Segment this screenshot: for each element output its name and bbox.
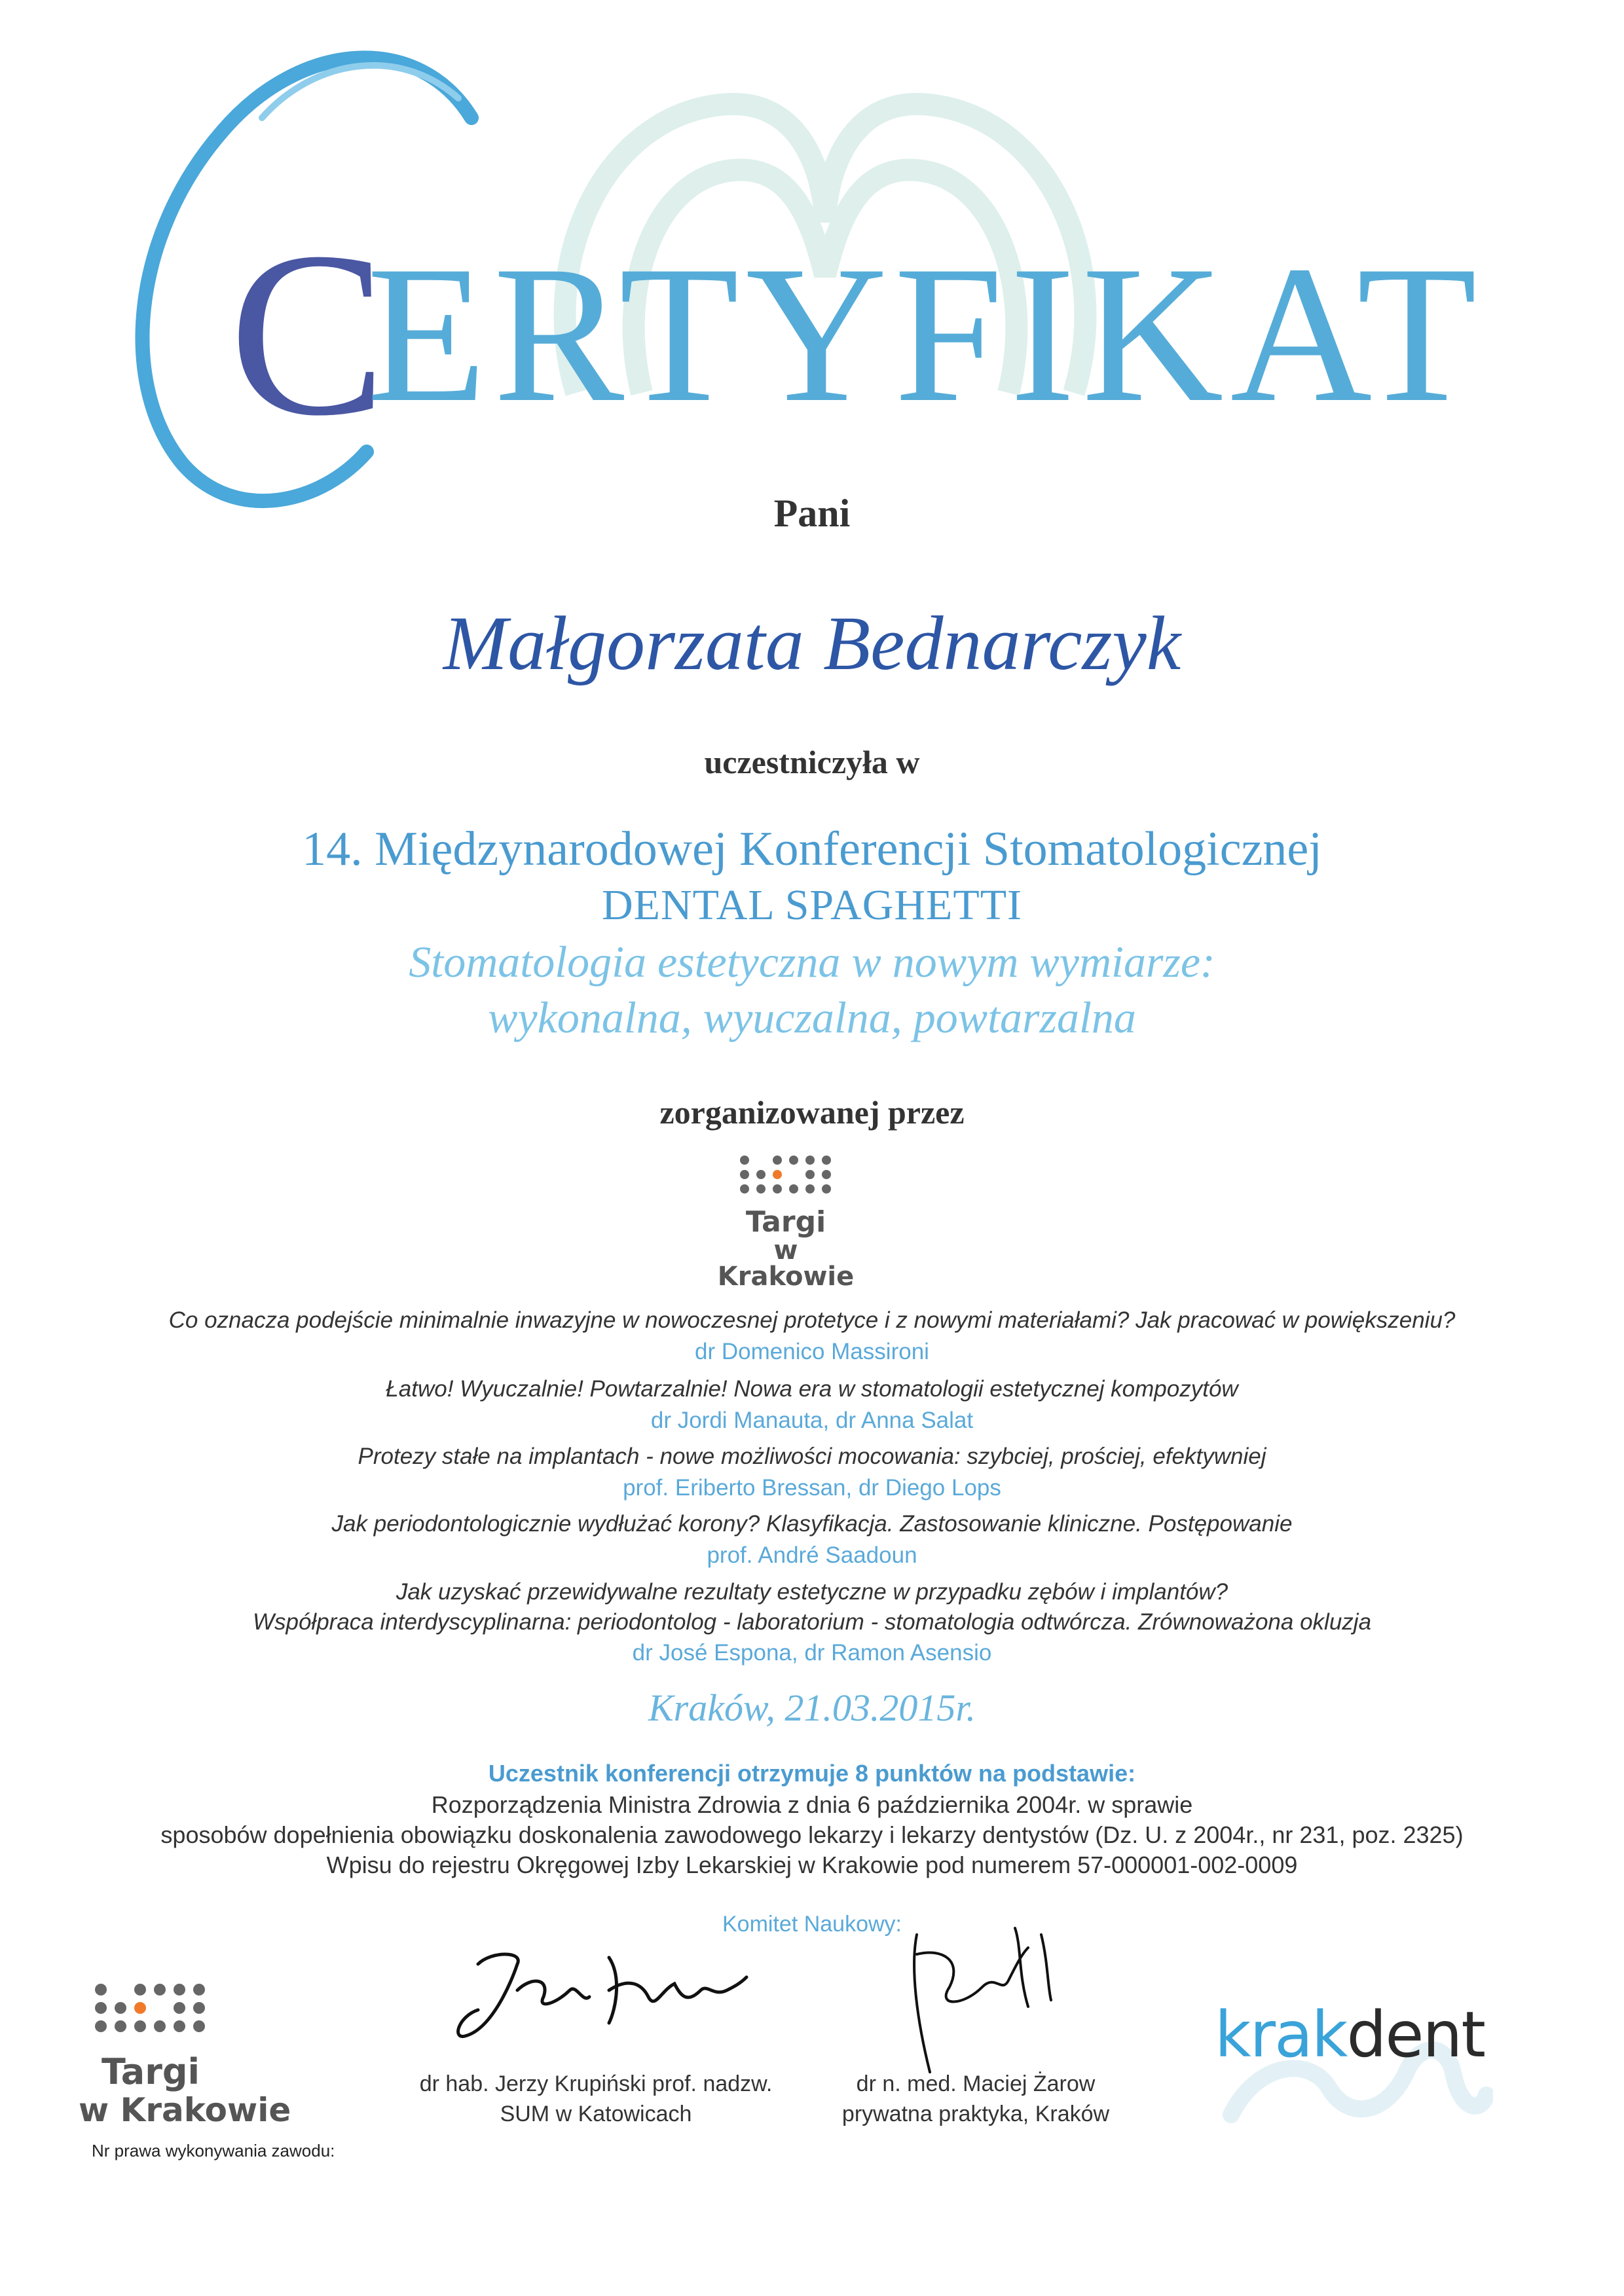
recipient-name: Małgorzata Bednarczyk xyxy=(443,600,1181,686)
license-number-label: Nr prawa wykonywania zawodu: xyxy=(92,2141,335,2160)
footer-logo-line2: w Krakowie xyxy=(79,2091,291,2129)
points-basis-line: Rozporządzenia Ministra Zdrowia z dnia 6 października 2004r. w sprawie xyxy=(431,1791,1193,1818)
signatory-name: dr hab. Jerzy Krupiński prof. nadzw. xyxy=(419,2071,773,2096)
organizer-logo-line1: Targi xyxy=(745,1205,826,1239)
lecture-author: dr José Espona, dr Ramon Asensio xyxy=(632,1640,992,1666)
lecture-author: prof. André Saadoun xyxy=(707,1542,917,1568)
committee-label: Komitet Naukowy: xyxy=(722,1912,902,1937)
lecture-title-cont: Współpraca interdyscyplinarna: periodontolog - laboratorium - stomatologia odtwórcza. Zrównoważona okluzja xyxy=(252,1609,1372,1635)
signatory-affiliation: SUM w Katowicach xyxy=(500,2102,692,2126)
points-heading: Uczestnik konferencji otrzymuje 8 punktów na podstawie: xyxy=(488,1760,1136,1787)
organizer-logo xyxy=(717,1156,884,1292)
signature-krupinski xyxy=(452,1938,766,2056)
signatory-name: dr n. med. Maciej Żarow xyxy=(856,2071,1096,2096)
salutation: Pani xyxy=(773,492,851,535)
footer-organizer-logo xyxy=(79,1984,301,2141)
signatory-2 xyxy=(792,2069,1159,2129)
logo-dots-icon xyxy=(740,1156,884,1195)
title-initial: C xyxy=(229,203,387,464)
lecture-title: Jak uzyskać przewidywalne rezultaty estetyczne w przypadku zębów i implantów? xyxy=(396,1579,1228,1605)
event-subtitle: Stomatologia estetyczna w nowym wymiarze: xyxy=(409,937,1215,987)
certificate-title: ERTYFIKAT xyxy=(367,225,1484,443)
logo-dots-icon xyxy=(95,1984,200,2036)
event-brand: DENTAL SPAGHETTI xyxy=(602,881,1022,929)
organized-by: zorganizowanej przez xyxy=(659,1094,965,1131)
lecture-title: Jak periodontologicznie wydłużać korony? Klasyfikacja. Zastosowanie kliniczne. Postępowanie xyxy=(331,1511,1293,1537)
lecture-title: Łatwo! Wyuczalnie! Powtarzalnie! Nowa era w stomatologii estetycznej kompozytów xyxy=(386,1376,1238,1402)
participation-text: uczestniczyła w xyxy=(704,744,920,780)
footer-logo-line1: Targi xyxy=(101,2051,200,2092)
lecture-author: dr Domenico Massironi xyxy=(695,1339,929,1364)
lecture-author: dr Jordi Manauta, dr Anna Salat xyxy=(650,1408,974,1433)
signature-zarow xyxy=(897,1915,1080,2085)
points-basis-line: Wpisu do rejestru Okręgowej Izby Lekarskiej w Krakowie pod numerem 57-000001-002-0009 xyxy=(326,1851,1298,1878)
organizer-logo-line2: w Krakowie xyxy=(717,1235,855,1292)
lecture-title: Protezy stałe na implantach - nowe możliwości mocowania: szybciej, prościej, efektywniej xyxy=(358,1444,1266,1469)
krakdent-logo-part1: krak xyxy=(1215,1998,1347,2071)
lecture-title: Co oznacza podejście minimalnie inwazyjne w nowoczesnej protetyce i z nowymi materiałami? Jak pracować w powiększeniu? xyxy=(168,1307,1456,1333)
lecture-author: prof. Eriberto Bressan, dr Diego Lops xyxy=(623,1475,1001,1501)
signatory-1 xyxy=(393,2069,799,2129)
points-basis-line: sposobów dopełnienia obowiązku doskonalenia zawodowego lekarzy i lekarzy dentystów (Dz. U. z 2004r., nr 231, poz. 2325) xyxy=(160,1821,1464,1848)
signatory-affiliation: prywatna praktyka, Kraków xyxy=(841,2102,1110,2126)
city-date: Kraków, 21.03.2015r. xyxy=(648,1686,976,1729)
event-subtitle-2: wykonalna, wyuczalna, powtarzalna xyxy=(488,993,1136,1042)
krakdent-logo-part2: dent xyxy=(1346,1998,1485,2071)
krakdent-logo xyxy=(1215,1998,1485,2071)
event-name: 14. Międzynarodowej Konferencji Stomatologicznej xyxy=(302,822,1322,876)
